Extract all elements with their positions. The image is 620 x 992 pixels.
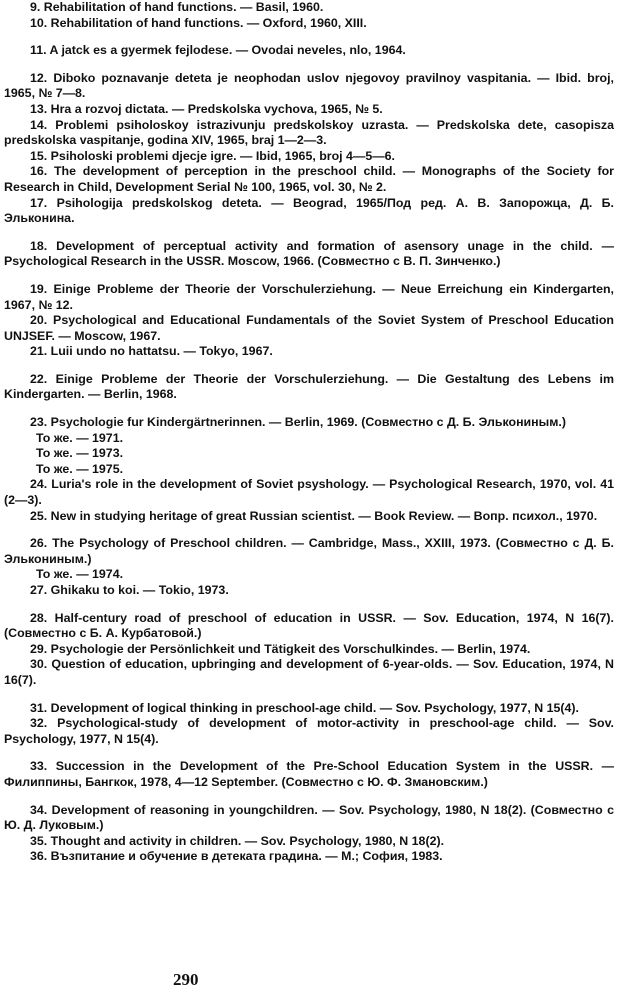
bibliography-entry: 32. Psychological-study of development of motor-activity in preschool-age child. — Sov. Psychology, 1977, N 15(4). bbox=[4, 716, 614, 746]
bibliography-entry: 31. Development of logical thinking in preschool-age child. — Sov. Psychology, 1977, N 15(4). bbox=[30, 700, 579, 715]
entry-gap bbox=[4, 689, 614, 701]
entry-gap bbox=[4, 270, 614, 282]
entry-gap bbox=[4, 403, 614, 415]
reprint-note: То же. — 1971. bbox=[36, 430, 124, 445]
entry-gap bbox=[4, 524, 614, 536]
bibliography-entry: 20. Psychological and Educational Fundamentals of the Soviet System of Preschool Education UNJSEF. — Moscow, 1967. bbox=[4, 313, 614, 343]
bibliography-entry: 11. A jatck es a gyermek fejlodese. — Ovodai neveles, nlo, 1964. bbox=[30, 43, 406, 58]
entry-gap bbox=[4, 227, 614, 239]
bibliography-entry: 23. Psychologie fur Kindergärtnerinnen. — Berlin, 1969. (Совместно с Д. Б. Элькониным.) bbox=[30, 415, 566, 430]
reprint-note: То же. — 1975. bbox=[36, 461, 124, 476]
bibliography-entry: 18. Development of perceptual activity and formation of asensory unage in the child. — Psychological Research in the USSR. Moscow, 1966. (Совместно с В. П. Зинченко.) bbox=[4, 238, 614, 269]
entry-gap bbox=[4, 599, 614, 611]
bibliography-entry: 21. Luii undo no hattatsu. — Tokyo, 1967. bbox=[30, 344, 273, 359]
bibliography-entry: 9. Rehabilitation of hand functions. — Basil, 1960. bbox=[30, 0, 324, 14]
bibliography-entry: 22. Einige Probleme der Theorie der Vorschulerziehung. — Die Gestaltung des Lebens im Kindergarten. — Berlin, 1968. bbox=[4, 371, 614, 402]
bibliography-entry: 29. Psychologie der Persönlichkeit und Tätigkeit des Vorschulkindes. — Berlin, 1974. bbox=[30, 641, 531, 656]
bibliography-entry: 12. Diboko poznavanje deteta je neophodan uslov njegovoy pravilnoy vaspitania. — Ibid. broj, 1965, № 7—8. bbox=[4, 70, 614, 101]
bibliography-entry: 33. Succession in the Development of the Pre-School Education System in the USSR. — Филиппины, Бангкок, 1978, 4—12 September. (Совместно с Ю. Ф. Змановским.) bbox=[4, 759, 614, 789]
reprint-note: То же. — 1974. bbox=[36, 567, 124, 582]
entry-gap bbox=[4, 360, 614, 372]
bibliography-entry: 35. Thought and activity in children. — Sov. Psychology, 1980, N 18(2). bbox=[30, 833, 445, 848]
bibliography-entry: 34. Development of reasoning in youngchildren. — Sov. Psychology, 1980, N 18(2). (Совместно с Ю. Д. Луковым.) bbox=[4, 802, 614, 833]
bibliography-entry: 25. New in studying heritage of great Russian scientist. — Book Review. — Вопр. психол., 1970. bbox=[30, 508, 598, 523]
entry-gap bbox=[4, 791, 614, 803]
bibliography-entry: 27. Ghikaku to koi. — Tokio, 1973. bbox=[30, 583, 229, 597]
bibliography-entry: 36. Възпитание и обучение в детеката градина. — М.; София, 1983. bbox=[30, 849, 443, 864]
bibliography-entry: 16. The development of perception in the preschool child. — Monographs of the Society for Research in Child, Development Serial № 100, 1965, vol. 30, № 2. bbox=[4, 164, 614, 194]
bibliography-entry: 15. Psiholoski problemi djecje igre. — Ibid, 1965, broj 4—5—6. bbox=[30, 148, 395, 163]
entry-gap bbox=[4, 59, 614, 71]
bibliography-entry: 14. Problemi psiholoskoy istrazivunju predskolskoy uzrasta. — Predskolska dete, casopisza predskolska vaspitanje, godina XIV, 1965, braj 1—2—3. bbox=[4, 117, 614, 148]
bibliography-entry: 19. Einige Probleme der Theorie der Vorschulerziehung. — Neue Erreichung ein Kindergarten, 1967, № 12. bbox=[4, 281, 614, 312]
bibliography-page bbox=[4, 0, 614, 865]
entry-gap bbox=[4, 31, 614, 43]
bibliography-entry: 26. The Psychology of Preschool children. — Cambridge, Mass., XXIII, 1973. (Совместно с Д. Б. Элькониным.) bbox=[4, 536, 614, 566]
bibliography-entry: 17. Psihologija predskolskog deteta. — Beograd, 1965/Под ред. А. В. Запорожца, Д. Б. Эльконина. bbox=[4, 195, 614, 226]
page-number: 290 bbox=[173, 970, 199, 989]
reprint-note: То же. — 1973. bbox=[36, 446, 124, 461]
bibliography-entry: 24. Luria's role in the development of Soviet psyshology. — Psychological Research, 1970, vol. 41 (2—3). bbox=[4, 477, 614, 508]
bibliography-entry: 30. Question of education, upbringing and development of 6-year-olds. — Sov. Education, 1974, N 16(7). bbox=[4, 657, 614, 687]
bibliography-entry: 13. Hra a rozvoj dictata. — Predskolska vychova, 1965, № 5. bbox=[30, 101, 383, 116]
entry-gap bbox=[4, 747, 614, 759]
bibliography-entry: 28. Half-century road of preschool of education in USSR. — Sov. Education, 1974, N 16(7). (Совместно с Б. А. Курбатовой.) bbox=[4, 610, 614, 641]
bibliography-entry: 10. Rehabilitation of hand functions. — Oxford, 1960, XIII. bbox=[30, 15, 367, 30]
